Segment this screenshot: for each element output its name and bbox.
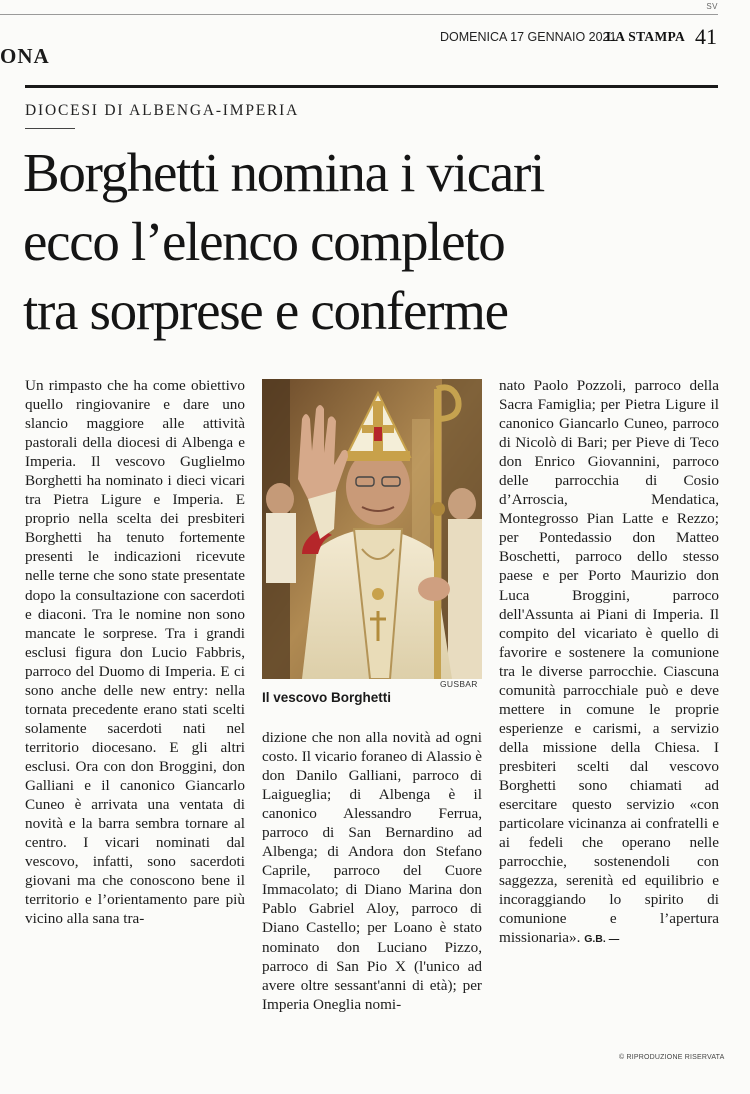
top-divider <box>0 14 718 15</box>
copyright-notice: © RIPRODUZIONE RISERVATA <box>619 1054 725 1061</box>
section-name-fragment: ONA <box>0 44 50 68</box>
author-signature: G.B. — <box>584 933 620 946</box>
column-3-text: nato Paolo Pozzoli, parroco della Sacra Famiglia; per Pietra Ligure il canonico Giancarlo Cuneo, parroco di Nicolò di Bari; per Pieve di Teco don Enrico Giovannini, parroco delle parrocchia di Cosio d’Arroscia, Mendatica, Montegrosso Pian Latte e Rezzo; per Pontedassio don Matteo Boschetti, parroco dello stesso paese e per Porto Maurizio don Luca Broggini, parroco dell'Assunta ai Piani di Imperia. Il compito del vicariato è quello di favorire e sostenere la comunione tra le diverse parrocchie. Ciascuna comunità parrocchiale può e deve mettere in comune le proprie esperienze e carismi, a servizio della missione della Chiesa. I presbiteri scelti dal vescovo Borghetti sono chiamati ad esercitare questo servizio «con particolare vicinanza ai confratelli e ai fedeli che operano nelle parrocchie, sostenendoli con saggezza, serenità ed equilibrio e incoraggiando lo spirito di comunione e l’apertura missionaria». <box>499 377 719 947</box>
column-2-text: dizione che non alla novità ad ogni costo. Il vicario foraneo di Alassio è don Danilo Galliani, parroco di Laigueglia; di Albenga è il canonico Alessandro Ferrua, parroco di San Bernardino ad Albenga; di Andora don Stefano Caprile, parroco del Cuore Immacolato; di Diano Marina don Pablo Gabriel Aloy, parroco di Diano Castello; per Loano è stato nominato don Luciano Pizzo, parroco di San Pio X (l'unico ad avere oltre sessant'anni di età); per Imperia Oneglia nomi- <box>262 729 482 1013</box>
header-rule <box>25 85 718 88</box>
photo-credit: GUSBAR <box>440 679 478 689</box>
headline-line-3: tra sorprese e conferme <box>23 280 508 341</box>
edition-code: SV <box>706 2 718 11</box>
bishop-photo <box>262 379 482 679</box>
article-column-3 <box>499 376 719 1046</box>
article-kicker: DIOCESI DI ALBENGA-IMPERIA <box>25 102 300 119</box>
headline-line-2: ecco l’elenco completo <box>23 211 505 272</box>
article-column-1 <box>25 376 245 1066</box>
article-headline <box>23 138 728 345</box>
article-column-2 <box>262 728 482 1068</box>
kicker-underline <box>25 128 75 129</box>
photo-caption: Il vescovo Borghetti <box>262 690 392 705</box>
headline-line-1: Borghetti nomina i vicari <box>23 142 544 203</box>
newspaper-name: LA STAMPA <box>606 29 686 44</box>
page-number: 41 <box>695 24 717 49</box>
photo-illustration <box>262 379 482 679</box>
column-1-text: Un rimpasto che ha come obiettivo quello ringiovanire e dare uno slancio maggiore alle attività pastorali della diocesi di Albenga e Imperia. Il vescovo Guglielmo Borghetti ha nominato i dieci vicari tra Pietra Ligure e Imperia. E proprio nella scelta dei presbiteri Borghetti ha tenuto fortemente presenti le indicazioni ricevute nelle terne che sono state presentate dopo la consultazione con sacerdoti e diaconi. Tra le nomine non sono mancate le sorprese. Tra i grandi esclusi figura don Lucio Fabbris, parroco del Duomo di Imperia. E ci sono anche delle new entry: nella tornata precedente erano stati scelti solamente sacerdoti nati nel territorio diocesano. E gli altri esclusi. Ora con don Broggini, don Galliani e il canonico Giancarlo Cuneo è arrivata una ventata di novità e la barra sembra tornare al centro. I vicari nominati dal vescovo, infatti, sono sacerdoti giovani ma che conoscono bene il territorio e l’orientamento pare più vicino alla sana tra- <box>25 377 245 928</box>
publication-date: DOMENICA 17 GENNAIO 2021 <box>440 30 617 44</box>
